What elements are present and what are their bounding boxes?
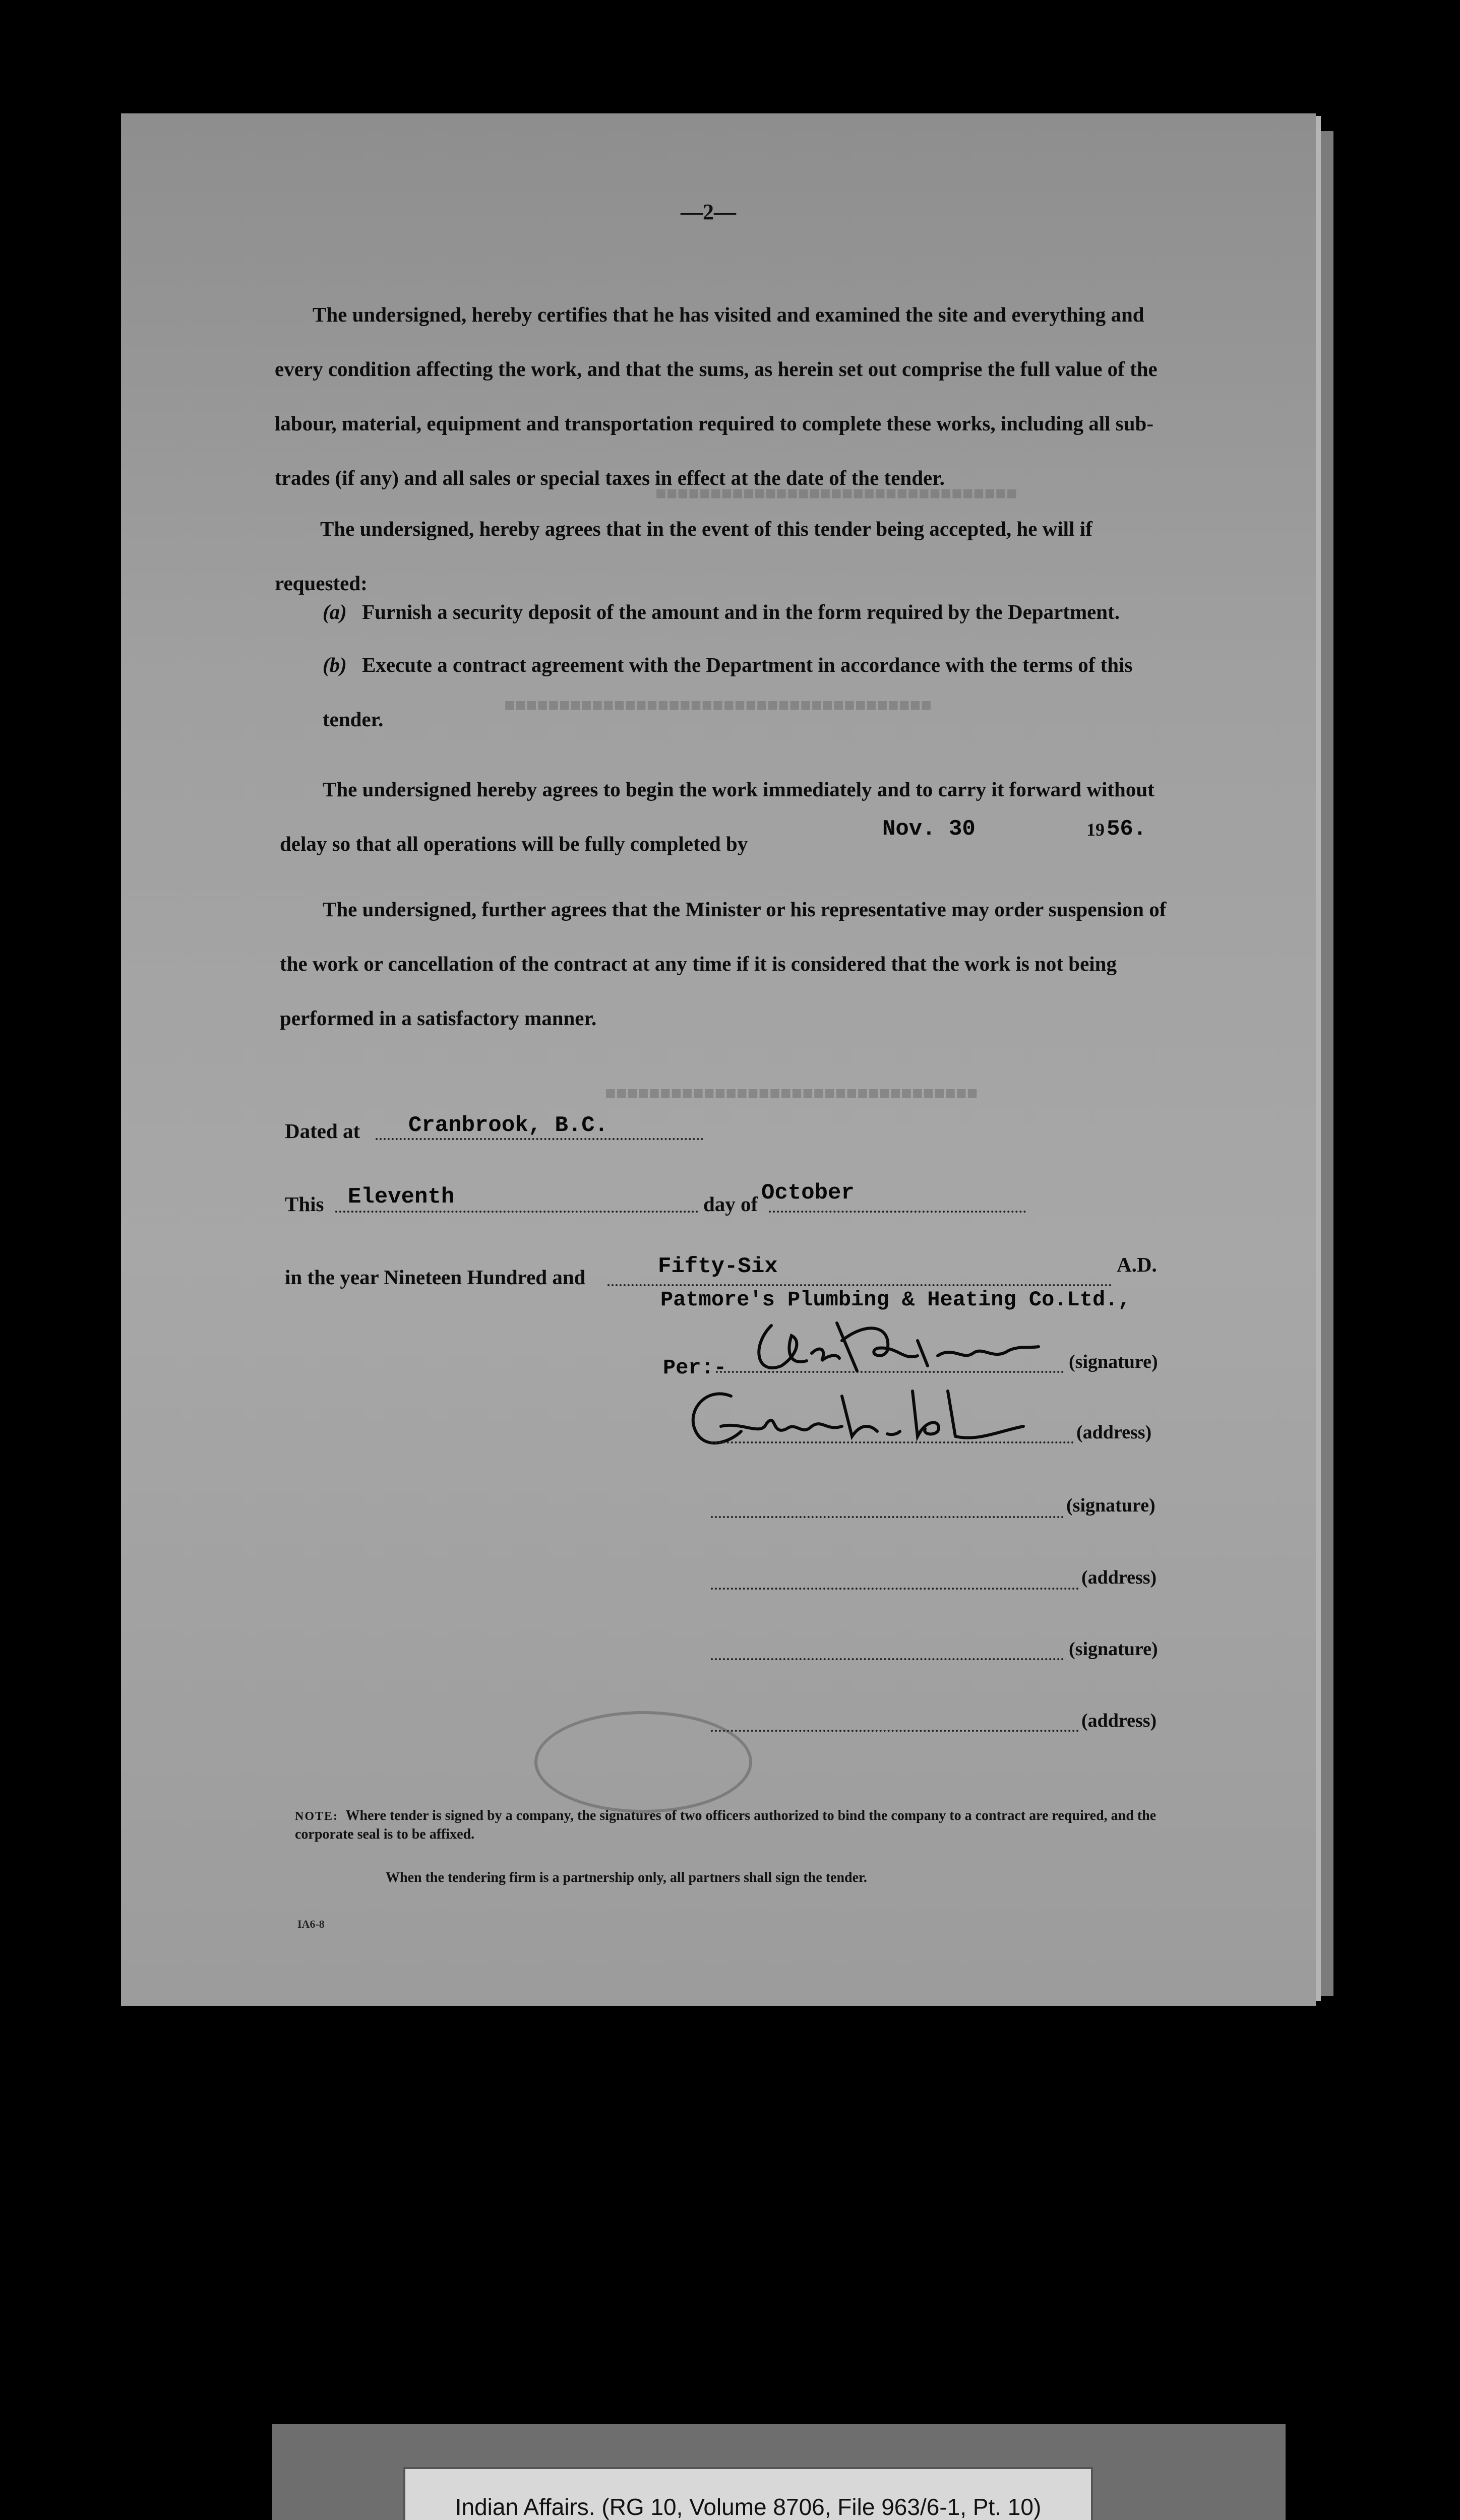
address-line-2 bbox=[711, 1588, 1079, 1590]
completion-paragraph bbox=[280, 762, 1167, 871]
dated-at-line bbox=[376, 1138, 703, 1140]
address-label-2: (address) bbox=[1081, 1567, 1157, 1588]
this-label: This bbox=[285, 1192, 324, 1216]
partnership-note: When the tendering firm is a partnership only, all partners shall sign the tender. bbox=[386, 1870, 867, 1885]
form-code: IA6-8 bbox=[297, 1918, 325, 1930]
page-edge-far-right bbox=[1321, 131, 1333, 1996]
bleed-through-text: ■■■■■■■■■■■■■■■■■■■■■■■■■■■■■■■■■ bbox=[655, 484, 1017, 505]
requirement-a-label: (a) bbox=[323, 600, 347, 623]
note-key: NOTE: bbox=[295, 1810, 339, 1823]
dated-at-field[interactable]: Cranbrook, B.C. bbox=[408, 1113, 609, 1138]
address-line-1 bbox=[711, 1441, 1074, 1443]
signature-label-2: (signature) bbox=[1066, 1495, 1155, 1516]
requirement-a bbox=[323, 585, 1160, 639]
page-number: —2— bbox=[681, 200, 736, 224]
signature-line-3 bbox=[711, 1658, 1064, 1660]
month-field[interactable]: October bbox=[761, 1180, 855, 1206]
completion-year-field[interactable]: 56. bbox=[1107, 816, 1147, 842]
handwritten-signature bbox=[736, 1305, 1044, 1386]
bleed-through-text: ■■■■■■■■■■■■■■■■■■■■■■■■■■■■■■■■■■■■■■■ bbox=[504, 696, 932, 716]
month-line bbox=[769, 1211, 1026, 1213]
company-signing-note bbox=[295, 1807, 1182, 1844]
year-label: in the year Nineteen Hundred and bbox=[285, 1266, 586, 1289]
company-name: Patmore's Plumbing & Heating Co.Ltd., bbox=[660, 1288, 1131, 1312]
handwritten-address bbox=[676, 1376, 1028, 1457]
certification-paragraph: The undersigned, hereby certifies that he has visited and examined the site and everything and every condition affecting the work, and that the sums, as herein set out comprise the full value of the labour, material, equipment and transportation required to complete these works, including all sub-trades (if any) and all sales or special taxes in effect at the date of the tender. bbox=[275, 303, 1158, 489]
completion-year-prefix: 19 bbox=[1086, 820, 1105, 840]
signature-label-1: (signature) bbox=[1069, 1351, 1158, 1372]
requirement-b-text: Execute a contract agreement with the Department in accordance with the terms of this tender. bbox=[323, 653, 1133, 731]
address-label-1: (address) bbox=[1076, 1422, 1152, 1443]
requirement-a-text: Furnish a security deposit of the amount and in the form required by the Department. bbox=[362, 600, 1120, 623]
requirement-b bbox=[323, 638, 1160, 746]
archive-reference-caption: Indian Affairs. (RG 10, Volume 8706, File 963/6-1, Pt. 10) bbox=[403, 2467, 1093, 2520]
address-label-3: (address) bbox=[1081, 1710, 1157, 1731]
note-text: Where tender is signed by a company, the signatures of two officers authorized to bind the company to a contract are required, and the corporate seal is to be affixed. bbox=[295, 1808, 1157, 1842]
requirement-b-label: (b) bbox=[323, 653, 347, 676]
per-label: Per:- bbox=[663, 1356, 727, 1380]
day-field[interactable]: Eleventh bbox=[348, 1184, 455, 1210]
signature-line-2 bbox=[711, 1516, 1064, 1518]
completion-text: The undersigned hereby agrees to begin the work immediately and to carry it forward without delay so that all operations will be fully completed by bbox=[280, 778, 1154, 855]
year-line bbox=[607, 1284, 1112, 1286]
day-line bbox=[335, 1211, 698, 1213]
agreement-paragraph: The undersigned, hereby agrees that in the event of this tender being accepted, he will if requested: bbox=[275, 517, 1092, 595]
suspension-paragraph: The undersigned, further agrees that the Minister or his representative may order suspension of the work or cancellation of the contract at any time if it is considered that the work is not being performed in a satisfactory manner. bbox=[280, 898, 1167, 1030]
ad-label: A.D. bbox=[1117, 1253, 1157, 1276]
signature-label-3: (signature) bbox=[1069, 1639, 1158, 1660]
faded-seal-impression bbox=[534, 1711, 752, 1813]
completion-date-field[interactable]: Nov. 30 bbox=[882, 816, 976, 842]
address-line-3 bbox=[711, 1730, 1079, 1732]
year-field[interactable]: Fifty-Six bbox=[658, 1254, 778, 1279]
bleed-through-text: ■■■■■■■■■■■■■■■■■■■■■■■■■■■■■■■■■■ bbox=[605, 1084, 978, 1104]
day-of-label: day of bbox=[703, 1192, 758, 1216]
dated-at-label: Dated at bbox=[285, 1119, 360, 1143]
